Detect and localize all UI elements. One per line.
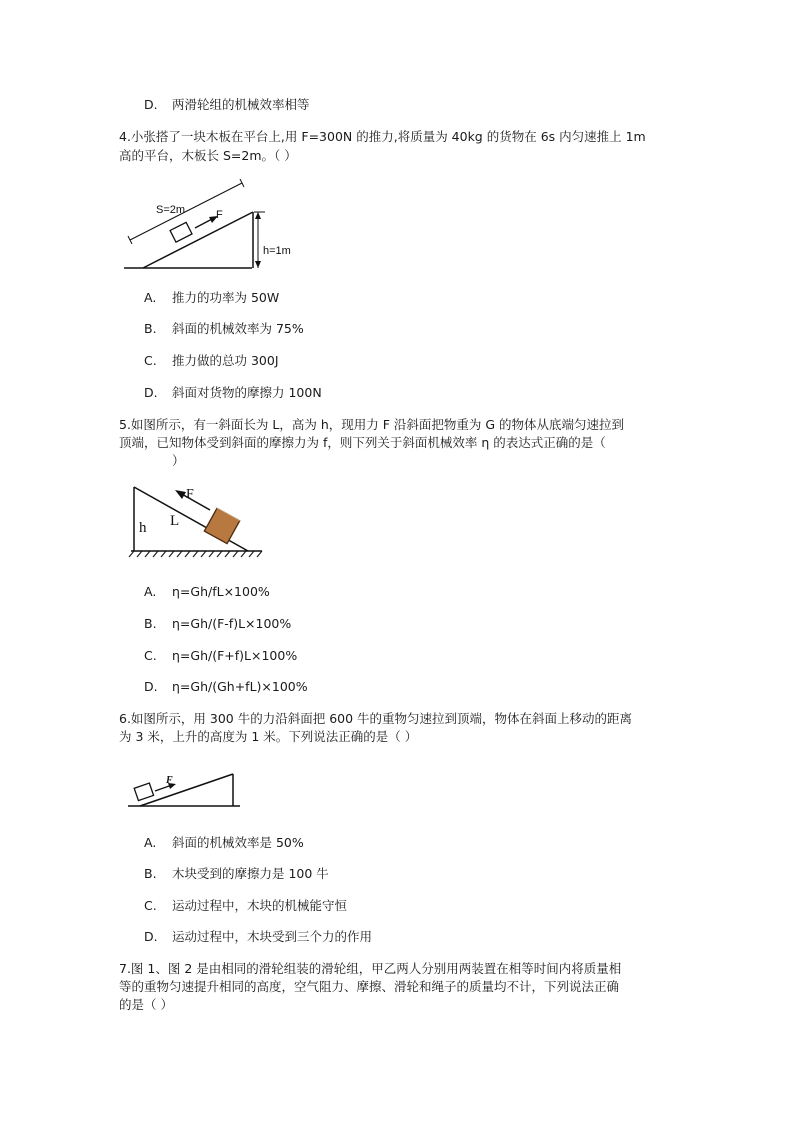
option-letter: B.: [144, 321, 157, 336]
q6-option-c: [144, 897, 347, 915]
q6-f-label: F: [166, 775, 173, 786]
option-text: 运动过程中，木块受到三个力的作用: [172, 929, 373, 944]
q7-stem-line2: 等的重物匀速提升相同的高度，空气阻力、摩擦、滑轮和绳子的质量均不计，下列说法正确: [119, 979, 620, 994]
q5-l-label: L: [170, 513, 180, 529]
option-text: 斜面对货物的摩擦力 100N: [172, 385, 322, 400]
option-letter: B.: [144, 616, 157, 631]
q5-stem-line3: ）: [172, 453, 185, 468]
q6-stem-line1: 6.如图所示，用 300 牛的力沿斜面把 600 牛的重物匀速拉到顶端，物体在斜面上移动的距离: [119, 711, 633, 726]
option-text: η=Gh/(F-f)L×100%: [172, 616, 292, 631]
q6-option-d: [144, 928, 372, 946]
option-text: 推力的功率为 50W: [172, 290, 280, 305]
q6-option-b: [144, 865, 329, 883]
q7-stem-line3: 的是（ ）: [119, 997, 173, 1012]
q4-s-label: S=2m: [156, 204, 186, 216]
option-text: η=Gh/(F+f)L×100%: [172, 648, 298, 663]
option-text: 木块受到的摩擦力是 100 牛: [172, 866, 329, 881]
q4-stem-line1: 4.小张搭了一块木板在平台上,用 F=300N 的推力,将质量为 40kg 的货物在 6s 内匀速推上 1m: [119, 129, 646, 144]
q5-f-label: F: [186, 487, 194, 502]
option-text: 推力做的总功 300J: [172, 353, 279, 368]
q6-option-a: [144, 834, 304, 852]
option-letter: B.: [144, 866, 157, 881]
option-letter: C.: [144, 898, 157, 913]
option-text: 斜面的机械效率为 75%: [172, 321, 304, 336]
q4-stem-line2: 高的平台，木板长 S=2m。（ ）: [119, 148, 297, 163]
q6-stem-line2: 为 3 米，上升的高度为 1 米。下列说法正确的是（ ）: [119, 729, 418, 744]
option-letter: D.: [144, 97, 158, 112]
q5-h-label: h: [139, 520, 147, 536]
option-letter: D.: [144, 929, 158, 944]
option-text: 斜面的机械效率是 50%: [172, 835, 304, 850]
option-text: 两滑轮组的机械效率相等: [172, 97, 310, 112]
option-text: η=Gh/fL×100%: [172, 584, 270, 599]
q4-h-label: h=1m: [263, 245, 291, 257]
q5-stem-line1: 5.如图所示，有一斜面长为 L，高为 h，现用力 F 沿斜面把物重为 G 的物体从底端匀速拉到: [119, 417, 625, 432]
option-letter: A.: [144, 584, 157, 599]
option-letter: A.: [144, 290, 157, 305]
option-letter: A.: [144, 835, 157, 850]
option-text: 运动过程中，木块的机械能守恒: [172, 898, 348, 913]
option-text: η=Gh/(Gh+fL)×100%: [172, 679, 308, 694]
q4-f-label: F: [216, 209, 223, 221]
q7-stem-line1: 7.图 1、图 2 是由相同的滑轮组装的滑轮组，甲乙两人分别用两装置在相等时间内将质量相: [119, 961, 622, 976]
option-letter: C.: [144, 648, 157, 663]
q5-stem-line2: 顶端，已知物体受到斜面的摩擦力为 f，则下列关于斜面机械效率 η 的表达式正确的是（: [119, 435, 606, 450]
option-letter: D.: [144, 385, 158, 400]
option-letter: D.: [144, 679, 158, 694]
option-letter: C.: [144, 353, 157, 368]
